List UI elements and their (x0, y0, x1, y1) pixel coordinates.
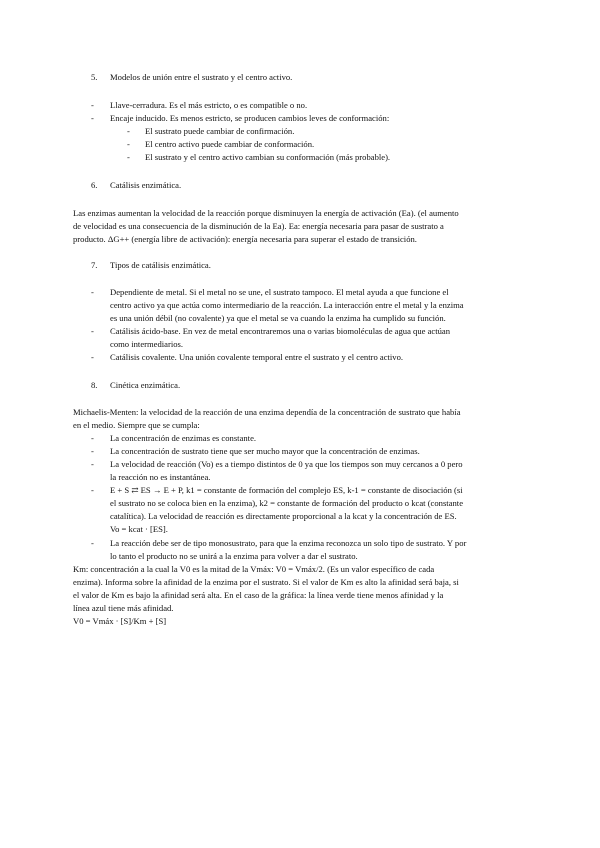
paragraph-line: línea azul tiene más afinidad. (73, 603, 174, 613)
bullet-dash: - (91, 326, 94, 336)
list-item-continuation: como intermediarios. (110, 339, 184, 349)
list-item-continuation: lo tanto el producto no se unirá a la enzima para volver a dar el sustrato. (110, 551, 358, 561)
list-item-continuation: centro activo ya que actúa como intermediario de la reacción. La interacción entre el metal y la enzima (110, 300, 464, 310)
paragraph-line: enzima). Informa sobre la afinidad de la enzima por el sustrato. Si el valor de Km es alto la afinidad será baja, si (73, 577, 459, 587)
sub-list-item-text: El sustrato y el centro activo cambian su conformación (más probable). (145, 152, 391, 162)
michaelis-menten-formula: V0 = Vmáx · [S]/Km + [S] (73, 616, 167, 626)
section-title: Modelos de unión entre el sustrato y el centro activo. (110, 72, 293, 82)
list-item-text: Catálisis covalente. Una unión covalente temporal entre el sustrato y el centro activo. (110, 352, 404, 362)
bullet-dash: - (91, 538, 94, 548)
list-item-continuation: el sustrato no se coloca bien en la enzima), k2 = constante de formación del producto o kcat (constante (110, 498, 464, 508)
bullet-dash: - (91, 485, 94, 495)
list-item-text: Catálisis ácido-base. En vez de metal encontraremos una o varias biomoléculas de agua que actúan (110, 326, 451, 336)
paragraph-line: Km: concentración a la cual la V0 es la mitad de la Vmáx: V0 = Vmáx/2. (Es un valor específico de cada (73, 564, 435, 574)
list-item-continuation: es una unión débil (no covalente) ya que el metal se va cuando la enzima ha cumplido su función. (110, 313, 446, 323)
paragraph-line: Las enzimas aumentan la velocidad de la reacción porque disminuyen la energía de activación (Ea). (el aumento (73, 208, 459, 218)
bullet-dash: - (127, 126, 130, 136)
section-title: Catálisis enzimática. (110, 180, 182, 190)
section-title: Cinética enzimática. (110, 380, 181, 390)
bullet-dash: - (91, 446, 94, 456)
paragraph-line: Michaelis-Menten: la velocidad de la reacción de una enzima dependía de la concentración de sustrato que había (73, 407, 461, 417)
list-item-continuation: Vo = kcat · [ES]. (110, 524, 168, 534)
section-number: 6. (91, 180, 98, 190)
bullet-dash: - (91, 459, 94, 469)
bullet-dash: - (91, 113, 94, 123)
bullet-dash: - (127, 152, 130, 162)
list-item-text: E + S ⇄ ES → E + P, k1 = constante de formación del complejo ES, k-1 = constante de disociación (si (110, 485, 463, 495)
list-item-text: Dependiente de metal. Si el metal no se une, el sustrato tampoco. El metal ayuda a que funcione el (110, 287, 449, 297)
paragraph-line: en el medio. Siempre que se cumpla: (73, 420, 200, 430)
section-number: 5. (91, 72, 98, 82)
list-item-text: La reacción debe ser de tipo monosustrato, para que la enzima reconozca un solo tipo de sustrato. Y por (110, 538, 467, 548)
paragraph-line: el valor de Km es bajo la afinidad será alta. En el caso de la gráfica: la línea verde tiene menos afinidad y la (73, 590, 444, 600)
list-item-text: La concentración de enzimas es constante. (110, 433, 257, 443)
bullet-dash: - (91, 352, 94, 362)
sub-list-item-text: El centro activo puede cambiar de conformación. (145, 139, 315, 149)
list-item-continuation: catalítica). La velocidad de reacción es directamente proporcional a la kcat y la concentración de ES. (110, 511, 457, 521)
paragraph-line: producto. ΔG++ (energía libre de activación): energía necesaria para superar el estado de transición. (73, 234, 417, 244)
section-number: 7. (91, 260, 98, 270)
bullet-dash: - (91, 287, 94, 297)
bullet-dash: - (127, 139, 130, 149)
list-item-continuation: la reacción no es instantánea. (110, 472, 211, 482)
section-title: Tipos de catálisis enzimática. (110, 260, 211, 270)
list-item-text: Llave-cerradura. Es el más estricto, o es compatible o no. (110, 100, 308, 110)
section-number: 8. (91, 380, 98, 390)
list-item-text: La velocidad de reacción (Vo) es a tiempo distintos de 0 ya que los tiempos son muy cercanos a 0 pero (110, 459, 463, 469)
sub-list-item-text: El sustrato puede cambiar de confirmación. (145, 126, 295, 136)
list-item-text: La concentración de sustrato tiene que ser mucho mayor que la concentración de enzimas. (110, 446, 420, 456)
bullet-dash: - (91, 100, 94, 110)
bullet-dash: - (91, 433, 94, 443)
paragraph-line: de velocidad es una consecuencia de la disminución de la Ea). Ea: energía necesaria para pasar de sustrato a (73, 221, 444, 231)
list-item-text: Encaje inducido. Es menos estricto, se producen cambios leves de conformación: (110, 113, 390, 123)
